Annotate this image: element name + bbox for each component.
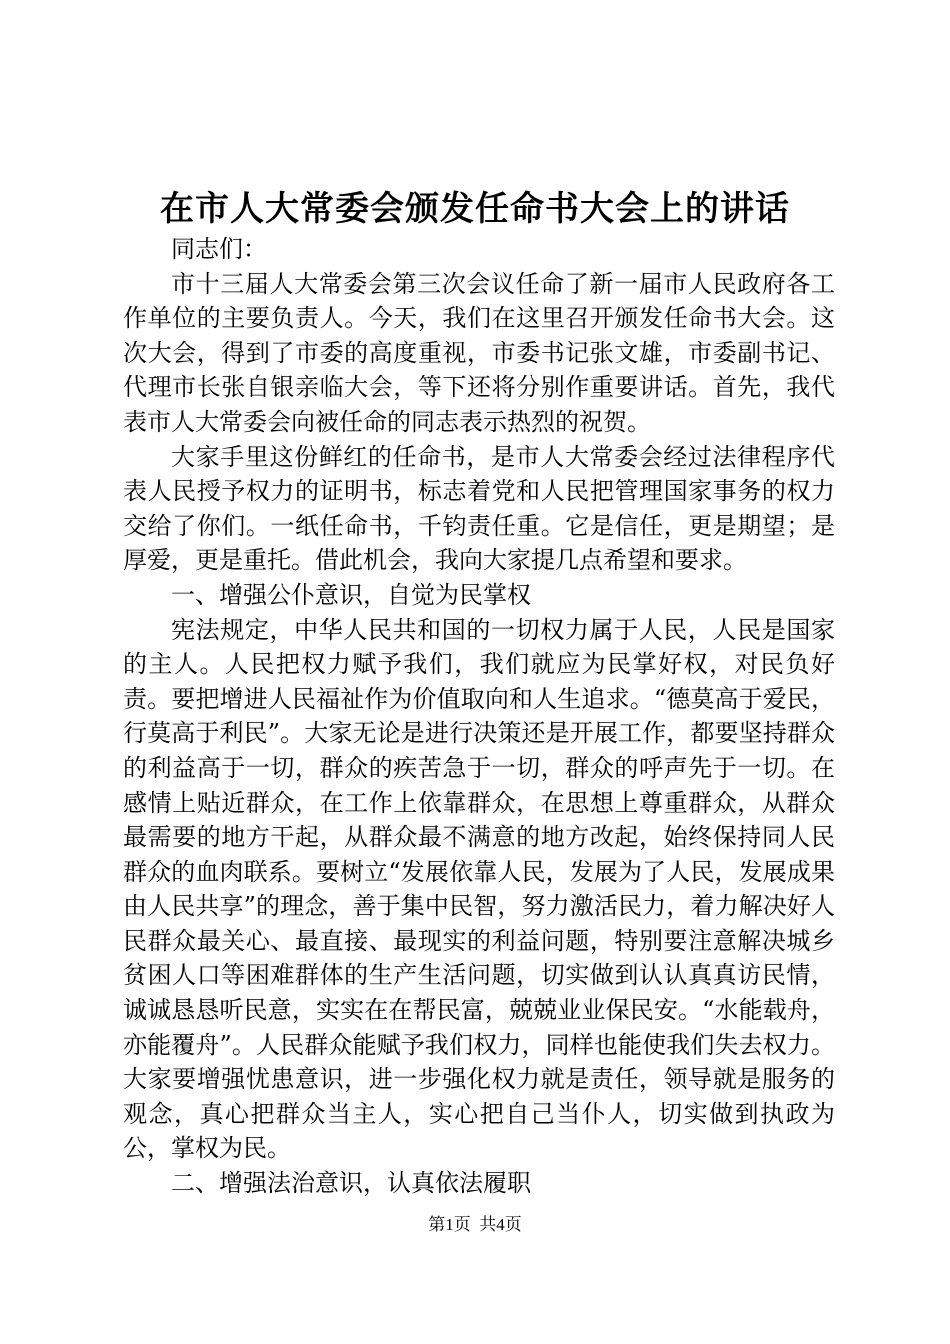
document-title: 在市人大常委会颁发任命书大会上的讲话 — [160, 189, 790, 229]
paragraph-intro: 市十三届人大常委会第三次会议任命了新一届市人民政府各工作单位的主要负责人。今天，我们在这里召开颁发任命书大会。这次大会，得到了市委的高度重视，市委书记张文雄，市委副书记、代理市长张自银亲临大会，等下还将分别作重要讲话。首先，我代表市人大常委会向被任命的同志表示热烈的祝贺。 — [123, 269, 835, 436]
paragraph-section-1: 宪法规定，中华人民共和国的一切权力属于人民，人民是国家的主人。人民把权力赋予我们，我们就应为民掌好权，对民负好责。要把增进人民福祉作为价值取向和人生追求。“德莫高于爱民，行莫高于利民”。大家无论是进行决策还是开展工作，都要坚持群众的利益高于一切，群众的疾苦急于一切，群众的呼声先于一切。在感情上贴近群众，在工作上依靠群众，在思想上尊重群众，从群众最需要的地方干起，从群众最不满意的地方改起，始终保持同人民群众的血肉联系。要树立“发展依靠人民，发展为了人民，发展成果由人民共享”的理念，善于集中民智，努力激活民力，着力解决好人民群众最关心、最直接、最现实的利益问题，特别要注意解决城乡贫困人口等困难群体的生产生活问题，切实做到认认真真访民情，诚诚恳恳听民意，实实在在帮民富，兢兢业业保民安。“水能载舟，亦能覆舟”。人民群众能赋予我们权力，同样也能使我们失去权力。大家要增强忧患意识，进一步强化权力就是责任，领导就是服务的观念，真心把群众当主人，实心把自己当仆人，切实做到执政为公，掌权为民。 — [123, 615, 835, 1163]
page-total: 共4页 — [479, 1215, 522, 1234]
salutation: 同志们： — [171, 235, 267, 263]
footer-spacer — [471, 1215, 480, 1234]
section-heading-2: 二、增强法治意识，认真依法履职 — [171, 1169, 531, 1198]
paragraph-appointment: 大家手里这份鲜红的任命书，是市人大常委会经过法律程序代表人民授予权力的证明书，标志着党和人民把管理国家事务的权力交给了你们。一纸任命书，千钧责任重。它是信任，更是期望；是厚爱，更是重托。借此机会，我向大家提几点希望和要求。 — [123, 442, 835, 575]
section-heading-1: 一、增强公仆意识，自觉为民掌权 — [171, 580, 531, 609]
document-body — [123, 232, 835, 1201]
page-number: 第1页 — [428, 1215, 471, 1234]
page-footer — [0, 1213, 950, 1237]
